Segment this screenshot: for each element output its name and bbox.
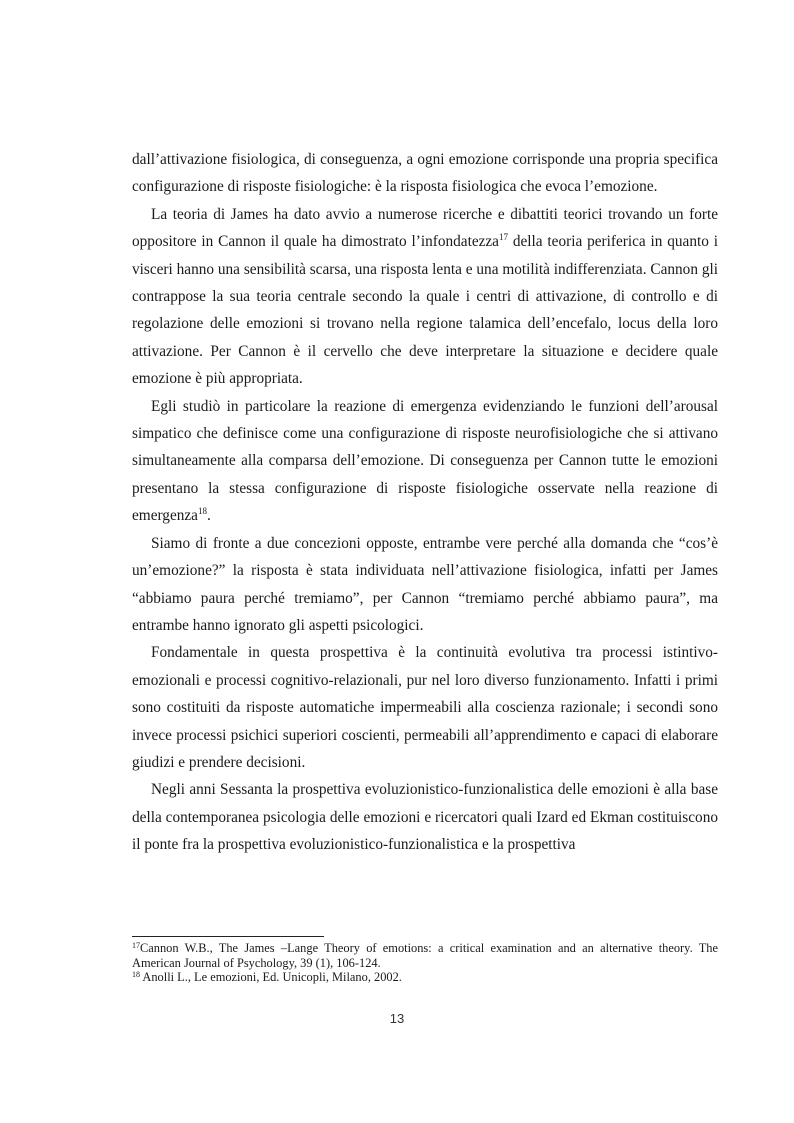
footnote-18 bbox=[132, 970, 718, 985]
footnote-18-marker: 18 bbox=[132, 970, 140, 980]
paragraph-3-part-a: Egli studiò in particolare la reazione di emergenza evidenziando le funzioni dell’arousal simpatico che definisce come una configurazione di risposte neurofisiologiche che si attivano simultaneamente alla comparsa dell’emozione. Di conseguenza per Cannon tutte le emozioni presentano la stessa configurazione di risposte fisiologiche osservate nella reazione di emergenza bbox=[132, 397, 718, 525]
page-number: 13 bbox=[389, 1011, 405, 1026]
footnote-ref-17[interactable]: 17 bbox=[498, 232, 508, 243]
body-text bbox=[132, 146, 718, 859]
footnote-17-text: Cannon W.B., The James –Lange Theory of emotions: a critical examination and an alternative theory. The American Journal of Psychology, 39 (1), 106-124. bbox=[132, 941, 718, 970]
paragraph-4: Siamo di fronte a due concezioni opposte, entrambe vere perché alla domanda che “cos’è un’emozione?” la risposta è stata individuata nell’attivazione fisiologica, infatti per James “abbiamo paura perché tremiamo”, per Cannon “tremiamo perché abbiamo paura”, ma entrambe hanno ignorato gli aspetti psicologici. bbox=[132, 534, 718, 634]
footnote-17 bbox=[132, 941, 718, 970]
footnotes bbox=[132, 941, 718, 985]
footnote-18-text: Anolli L., Le emozioni, Ed. Unicopli, Milano, 2002. bbox=[140, 970, 402, 985]
footnote-ref-18[interactable]: 18 bbox=[197, 506, 207, 517]
paragraph-5: Fondamentale in questa prospettiva è la continuità evolutiva tra processi istintivo-emozionali e processi cognitivo-relazionali, pur nel loro diverso funzionamento. Infatti i primi sono costituiti da risposte automatiche impermeabili alla coscienza razionale; i secondi sono invece processi psichici superiori coscienti, permeabili all’apprendimento e capaci di elaborare giudizi e prendere decisioni. bbox=[132, 644, 718, 771]
paragraph-3 bbox=[132, 393, 718, 530]
paragraph-3-part-b: . bbox=[206, 507, 211, 525]
paragraph-2-part-a: La teoria di James ha dato avvio a numerose ricerche e dibattiti teorici trovando un forte oppositore in Cannon il quale ha dimostrato l’infondatezza bbox=[132, 205, 718, 251]
footnote-17-marker: 17 bbox=[132, 941, 140, 950]
paragraph-2 bbox=[132, 201, 718, 393]
paragraph-2-part-b: della teoria periferica in quanto i visceri hanno una sensibilità scarsa, una risposta lenta e una motilità indifferenziata. Cannon gli contrappose la sua teoria centrale secondo la quale i centri di attivazione, di controllo e di regolazione delle emozioni si trovano nella regione talamica dell’encefalo, locus della loro attivazione. Per Cannon è il cervello che deve interpretare la situazione e decidere quale emozione è più appropriata. bbox=[132, 233, 718, 388]
paragraph-6: Negli anni Sessanta la prospettiva evoluzionistico-funzionalistica delle emozioni è alla base della contemporanea psicologia delle emozioni e ricercatori quali Izard ed Ekman costituiscono il ponte fra la prospettiva evoluzionistico-funzionalistica e la prospettiva bbox=[132, 781, 718, 854]
footnote-separator bbox=[132, 936, 324, 937]
paragraph-1: dall’attivazione fisiologica, di conseguenza, a ogni emozione corrisponde una propria specifica configurazione di risposte fisiologiche: è la risposta fisiologica che evoca l’emozione. bbox=[132, 151, 718, 196]
